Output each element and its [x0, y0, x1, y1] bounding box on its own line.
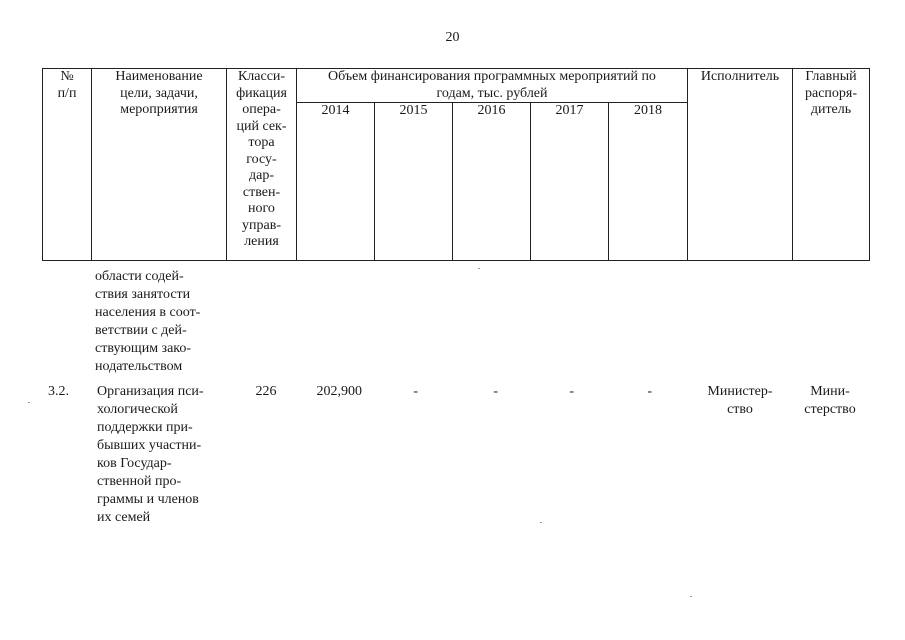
scan-speck: [690, 596, 692, 597]
scan-speck: [28, 402, 30, 403]
scan-speck: [478, 268, 480, 269]
header-number: № п/п: [43, 69, 92, 261]
continuation-text: области содей- ствия занятости населения в соот- ветствии с дей- ствующим зако- нодательством: [95, 269, 201, 374]
row-name: Организация пси- хологической поддержки при- бывших участни- ков Государ- ственной про- граммы и членов их семей: [97, 384, 204, 525]
row-value-2014: 202,900: [316, 384, 362, 399]
row-executor: Министер- ство: [707, 384, 773, 417]
header-year-2016: 2016: [453, 103, 531, 261]
row-manager: Мини- стерство: [804, 384, 856, 417]
header-name: Наименование цели, задачи, мероприятия: [92, 69, 227, 261]
row-value-2018: -: [647, 384, 652, 399]
header-year-2015: 2015: [375, 103, 453, 261]
header-manager: Главный распоря- дитель: [793, 69, 870, 261]
row-number: 3.2.: [48, 384, 69, 399]
page-number: 20: [445, 30, 460, 45]
row-value-2016: -: [493, 384, 498, 399]
funding-table-header: [42, 68, 870, 261]
header-year-2014: 2014: [297, 103, 375, 261]
header-year-2017: 2017: [531, 103, 609, 261]
row-class-code: 226: [255, 384, 277, 399]
row-value-2017: -: [569, 384, 574, 399]
row-value-2015: -: [413, 384, 418, 399]
header-year-2018: 2018: [609, 103, 688, 261]
header-classification: Класси- фикация опера- ций сек- тора госу- дар- ствен- ного управ- ления: [227, 69, 297, 261]
header-funding: Объем финансирования программных мероприятий по годам, тыс. рублей: [297, 69, 688, 103]
header-executor: Исполнитель: [688, 69, 793, 261]
scan-speck: [540, 522, 542, 523]
